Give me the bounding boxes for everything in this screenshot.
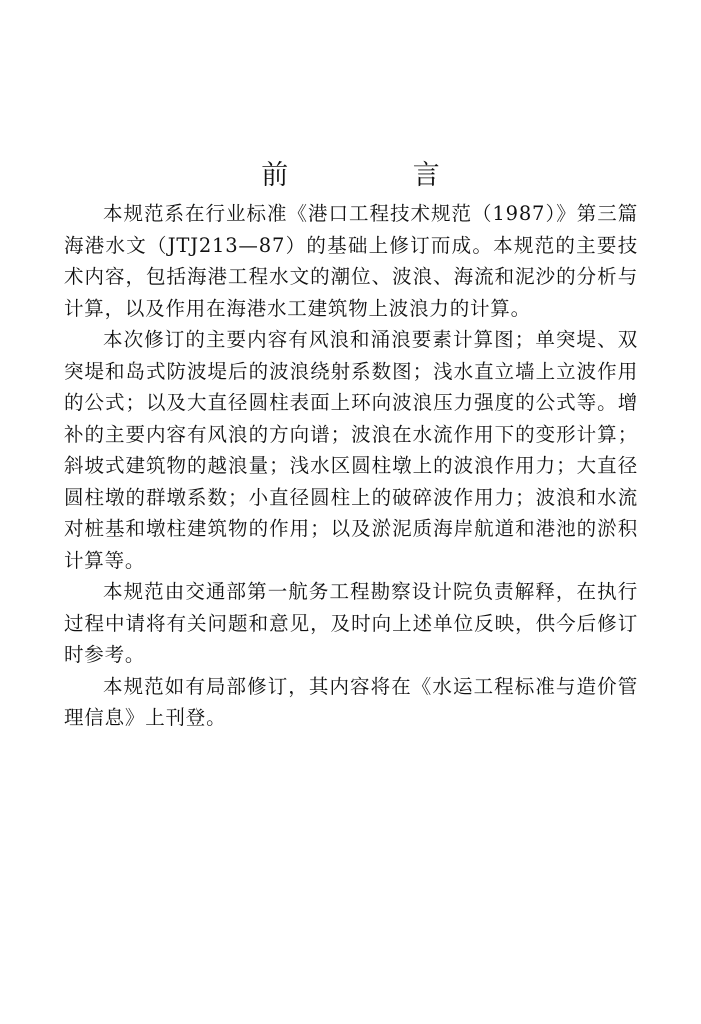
paragraph-partial-revision: 本规范如有局部修订，其内容将在《水运工程标准与造价管理信息》上刊登。 bbox=[64, 674, 638, 729]
paragraph-revision-contents: 本次修订的主要内容有风浪和涌浪要素计算图；单突堤、双突堤和岛式防波堤后的波浪绕射系数图；浅水直立墙上立波作用的公式；以及大直径圆柱表面上环向波浪压力强度的公式等。增补的主要内容有风浪的方向谱；波浪在水流作用下的变形计算；斜坡式建筑物的越浪量；浅水区圆柱墩上的波浪作用力；大直径圆柱墩的群墩系数；小直径圆柱上的破碎波作用力；波浪和水流对桩基和墩柱建筑物的作用；以及淤泥质海岸航道和港池的淤积计算等。 bbox=[64, 328, 638, 572]
paragraph-revision-basis: 本规范系在行业标准《港口工程技术规范（1987）》第三篇海港水文（JTJ213—87）的基础上修订而成。本规范的主要技术内容，包括海港工程水文的潮位、波浪、海流和泥沙的分析与计算，以及作用在海港水工建筑物上波浪力的计算。 bbox=[64, 202, 638, 320]
paragraph-interpretation: 本规范由交通部第一航务工程勘察设计院负责解释，在执行过程中请将有关问题和意见，及时向上述单位反映，供今后修订时参考。 bbox=[64, 580, 638, 666]
preface-body bbox=[64, 198, 638, 734]
page-title: 前 言 bbox=[261, 160, 498, 192]
